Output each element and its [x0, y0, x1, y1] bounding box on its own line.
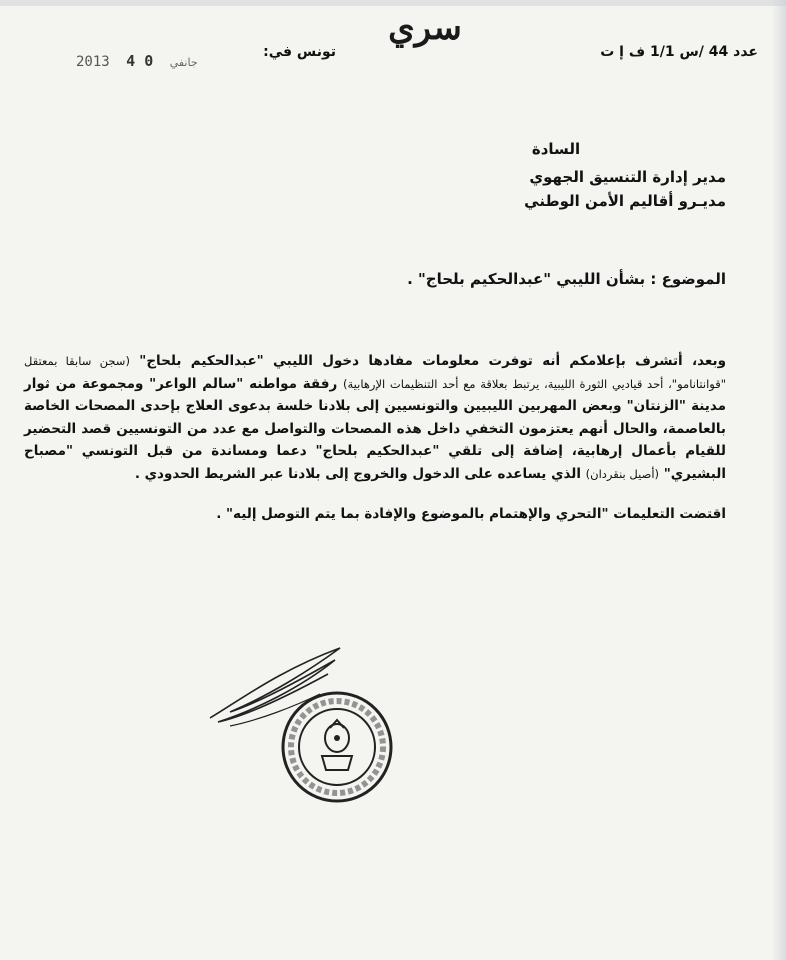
official-seal [278, 688, 396, 806]
reference-number: عدد 44 /س 1/1 ف إ ت [600, 44, 758, 60]
classification-heading: سري [388, 8, 462, 48]
date-year: 2013 [76, 54, 110, 70]
scan-edge-right [772, 0, 786, 960]
body-text-1a: وبعد، أتشرف بإعلامكم أنه توفرت معلومات مفادها دخول الليبي "عبدالحكيم بلحاج" [139, 353, 726, 369]
body-text-1b: رفقة مواطنه "سالم الواعر" ومجموعة من ثوار مدينة "الزنتان" وبعض المهربين الليبيين والتونسيين إلى بلادنا خلسة بدعوى العلاج بإحدى المصحات الخاصة بالعاصمة، والحال أنهم يعتزمون التخفي داخل هذه المصحات والتواصل مع عدد من التونسيين قصد التحضير للقيام بأعمال إرهابية، إضافة إلى تلقي "عبدالحكيم بلحاج" دعما ومساندة من قبل التونسي "مصباح البشيري" [24, 375, 726, 482]
subject-line: الموضوع : بشأن الليبي "عبدالحكيم بلحاج" . [407, 270, 726, 288]
body-text-1c: الذي يساعده على الدخول والخروج إلى بلادنا عبر الشريط الحدودي . [134, 465, 581, 482]
addressee-block [346, 140, 726, 216]
place-label: تونس في: [263, 44, 336, 60]
letter-body [24, 350, 726, 526]
salutation: السادة [531, 140, 581, 158]
addressee-line-2: مديـرو أقاليم الأمن الوطني [524, 192, 726, 210]
date-day: 0 4 [126, 52, 154, 70]
body-note-1: (سجن سابقا بمعتقل "قوانتانامو"، أحد قياديي الثورة الليبية، يرتبط بعلاقة مع أحد التنظيمات الإرهابية) [24, 354, 726, 391]
body-note-2: (أصيل بنقردان) [585, 466, 660, 481]
date-month: جانفي [169, 56, 198, 69]
addressee-line-1: مدير إدارة التنسيق الجهوي [529, 168, 726, 186]
body-paragraph-2: اقتضت التعليمات "التحري والإهتمام بالموضوع والإفادة بما يتم التوصل إليه" . [216, 506, 726, 522]
scan-edge-top [0, 0, 786, 6]
date-stamp [76, 52, 206, 70]
body-paragraph-1 [24, 350, 726, 485]
